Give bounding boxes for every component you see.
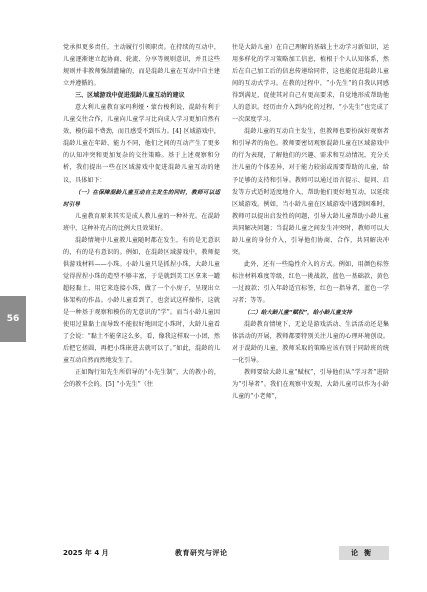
paragraph: 儿童教育原来其实是成人教儿童的一种补充。在混龄班中，这种补充占的比例大且效果好。 (63, 212, 220, 232)
right-column (232, 42, 389, 403)
paragraph: 正如陶行知先生所倡导的“小先生制”，大的教小的，会的教不会的。[5] “小先生”（往 (63, 369, 220, 389)
page-number: 56 (6, 314, 20, 324)
page-footer (63, 548, 389, 560)
paragraph: 教师要给大龄儿童“赋权”，引导他们从“学习者”进阶为“引导者”。我们在观察中发现，大龄儿童可以作为小龄儿童的“小老师”， (232, 369, 389, 401)
paragraph: 此外，还有一些隐性介入的方式。例如，用颜色标签标注材料难度等级，红色一挑战款，蓝色一基础款，黄色一过渡款；引入年龄适宜标签，红色一指导者，蓝色一学习者；等等。 (232, 260, 389, 304)
section-label: 论衡 (339, 546, 389, 560)
paragraph: 混龄儿童的互动自主发生，但教师也要扮演好观察者和引导者的角色。教师要密切观察混龄儿童在区域游戏中的行为表现，了解他们的兴趣、需求和互动情况，充分关注儿童的个体差异，对于能力较弱或需要帮助的儿童，给予足够的支持和引导。教师可以通过语言提示、提问、启发等方式适时适度地介入，帮助他们更好地互动，以延续区域游戏。例如，当小龄儿童在区域游戏中遇到困难时，教师可以提出启发性的问题，引导大龄儿童帮助小龄儿童共同解决问题；当混龄儿童之间发生冲突时，教师可以大龄儿童的身份介入，引导他们协商、合作，共同解决冲突。 (232, 128, 389, 256)
left-column (63, 42, 220, 391)
paragraph: 往是大龄儿童）在自己理解的基础上主动学习新知识，运用多样化的学习策略加工信息，植根于个人认知体系，然后在自己加工后的信息传递给同伴，这也能促进混龄儿童间的互动式学习。在教的过程中，“小先生”的自我认同感得到满足，促使其对自己有更高要求，自觉地形成帮助他人的意识。经历由介入到内化的过程，“小先生”也完成了一次深度学习。 (232, 44, 389, 124)
paragraph: 党承担更多责任，主动履行引领职责。在持续的互动中，儿童逐渐建立起协商、轮流、分享等规则意识，并且这些规则并非教师强制灌输的，而是混龄儿童在互动中自主建立并遵循的。 (63, 44, 220, 88)
paragraph: 混龄教育情境下，无论是游戏活动、生活活动还是集体活动的开展，教师都要特别关注儿童的心理环境创设。对于混龄的儿童，教师采取的策略应该有别于同龄班的统一化引导。 (232, 321, 389, 365)
subsection-heading: （二）给大龄儿童“赋权”，给小龄儿童支持 (244, 310, 352, 317)
issue-date: 2025 年 4 月 (63, 549, 109, 557)
subsection-heading: （一）在保障混龄儿童互动自主发生的同时，教师可以适时引导 (63, 189, 220, 208)
page-number-tab (0, 296, 26, 342)
paragraph: 混龄情境中儿童教儿童随时都在发生，有的是无意识的，有的是有意识的。例如，在混龄区域游戏中，教师提供游戏材料——小珠。小龄儿童只是抓捏小珠，大龄儿童觉得捏捏小珠的造型不够丰富，于是就到美工区拿来一罐超轻黏土，用它来连接小珠，做了一个小房子，呈现出立体架构的作品。小龄儿童看到了，也尝试这样操作，这就是一种基于观察和模仿的无意识的“学”。而当小龄儿童因使用过量黏土而导致不能很好地固定小珠时，大龄儿童看了会说：“黏土不能拿这么多，看，像我这样取一小团，然后把它搓圆，再把小珠嵌进去就可以了。”如此，混龄的儿童互动自然而然地发生了。 (63, 236, 220, 365)
journal-title: 教育研究与评论 (175, 549, 228, 557)
section-heading: 三、区域游戏中促进混龄儿童互动的建议 (75, 92, 185, 100)
paragraph: 意大利儿童教育家玛利娅・蒙台梭利说，混龄有利于儿童交往合作，儿童向儿童学习比向成人学习更加自然有效，模仿最不费劲，而且感受不到压力。[4] 区域游戏中，混龄儿童在年龄、能力不同，他们之间的互动产生了更多的认知冲突和更加复杂的交往策略。基于上述观察和分析，我们提出一些在区域游戏中促进混龄儿童互动的建议，具体如下： (63, 104, 220, 184)
